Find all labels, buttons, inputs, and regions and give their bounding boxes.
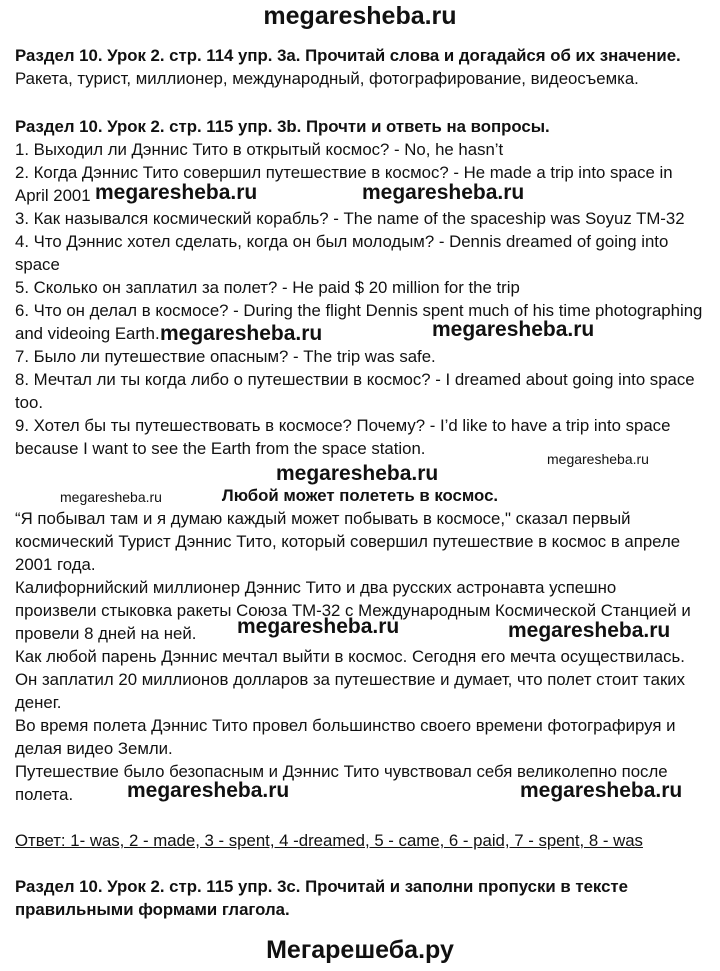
ex3b-line: 9. Хотел бы ты путешествовать в космосе? Почему? - I’d like to have a trip into space: [15, 416, 671, 435]
article-line: космический Турист Дэннис Тито, который совершил путешествие в космос в апреле: [15, 532, 681, 551]
ex3b-line: 3. Как назывался космический корабль? - The name of the spaceship was Soyuz TM-32: [15, 209, 685, 228]
watermark: megaresheba.ru: [95, 181, 258, 204]
watermark: megaresheba.ru: [362, 181, 525, 204]
article-line: Как любой парень Дэннис мечтал выйти в космос. Сегодня его мечта осуществилась.: [15, 647, 685, 666]
article-line: полета.: [15, 785, 74, 804]
ex3c-heading: Раздел 10. Урок 2. стр. 115 упр. 3c. Прочитай и заполни пропуски в тексте: [15, 877, 628, 896]
ex3b-line: 5. Сколько он заплатил за полет? - He paid $ 20 million for the trip: [15, 278, 520, 297]
article-line: 2001 года.: [15, 555, 96, 574]
ex3b-line: 1. Выходил ли Дэннис Тито в открытый космос? - No, he hasn’t: [15, 140, 504, 159]
article-line: Путешествие было безопасным и Дэннис Тито чувствовал себя великолепно после: [15, 762, 668, 781]
watermark: megaresheba.ru: [237, 615, 400, 638]
ex3b-line: April 2001: [15, 186, 91, 205]
watermark: megaresheba.ru: [127, 779, 290, 802]
article-line: Он заплатил 20 миллионов долларов за путешествие и думает, что полет стоит таких: [15, 670, 686, 689]
article-line: “Я побывал там и я думаю каждый может побывать в космосе," сказал первый: [15, 509, 631, 528]
article-line: провели 8 дней на ней.: [15, 624, 197, 643]
watermark: megaresheba.ru: [276, 462, 439, 485]
ex3a-words: Ракета, турист, миллионер, международный, фотографирование, видеосъемка.: [15, 69, 639, 88]
watermark-small: megaresheba.ru: [547, 451, 649, 467]
site-title: megaresheba.ru: [263, 2, 457, 30]
watermark: megaresheba.ru: [432, 318, 595, 341]
ex3b-line: space: [15, 255, 60, 274]
ex3c-heading-cont: правильными формами глагола.: [15, 900, 290, 919]
ex3b-line: 2. Когда Дэннис Тито совершил путешествие в космос? - He made a trip into space in: [15, 163, 673, 182]
article-line: денег.: [15, 693, 62, 712]
footer-title: Мегарешеба.ру: [266, 936, 454, 964]
ex3b-line: 7. Было ли путешествие опасным? - The trip was safe.: [15, 347, 436, 366]
watermark: megaresheba.ru: [520, 779, 683, 802]
ex3a-heading: Раздел 10. Урок 2. стр. 114 упр. 3a. Прочитай слова и догадайся об их значение.: [15, 46, 681, 65]
article-title: Любой может полететь в космос.: [221, 486, 499, 505]
ex3b-line: 8. Мечтал ли ты когда либо о путешествии в космос? - I dreamed about going into space: [15, 370, 695, 389]
ex3b-line: too.: [15, 393, 43, 412]
answer-line: Ответ: 1- was, 2 - made, 3 - spent, 4 -dreamed, 5 - came, 6 - paid, 7 - spent, 8 - was: [15, 831, 643, 850]
watermark-small: megaresheba.ru: [60, 489, 162, 505]
article-line: произвели стыковка ракеты Союза ТМ-32 с Международным Космической Станцией и: [15, 601, 691, 620]
watermark: megaresheba.ru: [508, 619, 671, 642]
article-line: Во время полета Дэннис Тито провел большинство своего времени фотографируя и: [15, 716, 676, 735]
watermark: megaresheba.ru: [160, 322, 323, 345]
ex3b-line: and videoing Earth.: [15, 324, 160, 343]
ex3b-line: 6. Что он делал в космосе? - During the flight Dennis spent much of his time photographing: [15, 301, 703, 320]
ex3b-heading: Раздел 10. Урок 2. стр. 115 упр. 3b. Прочти и ответь на вопросы.: [15, 117, 550, 136]
article-line: делая видео Земли.: [15, 739, 173, 758]
ex3b-line: because I want to see the Earth from the space station.: [15, 439, 426, 458]
ex3b-line: 4. Что Дэннис хотел сделать, когда он был молодым? - Dennis dreamed of going into: [15, 232, 669, 251]
article-line: Калифорнийский миллионер Дэннис Тито и два русских астронавта успешно: [15, 578, 617, 597]
